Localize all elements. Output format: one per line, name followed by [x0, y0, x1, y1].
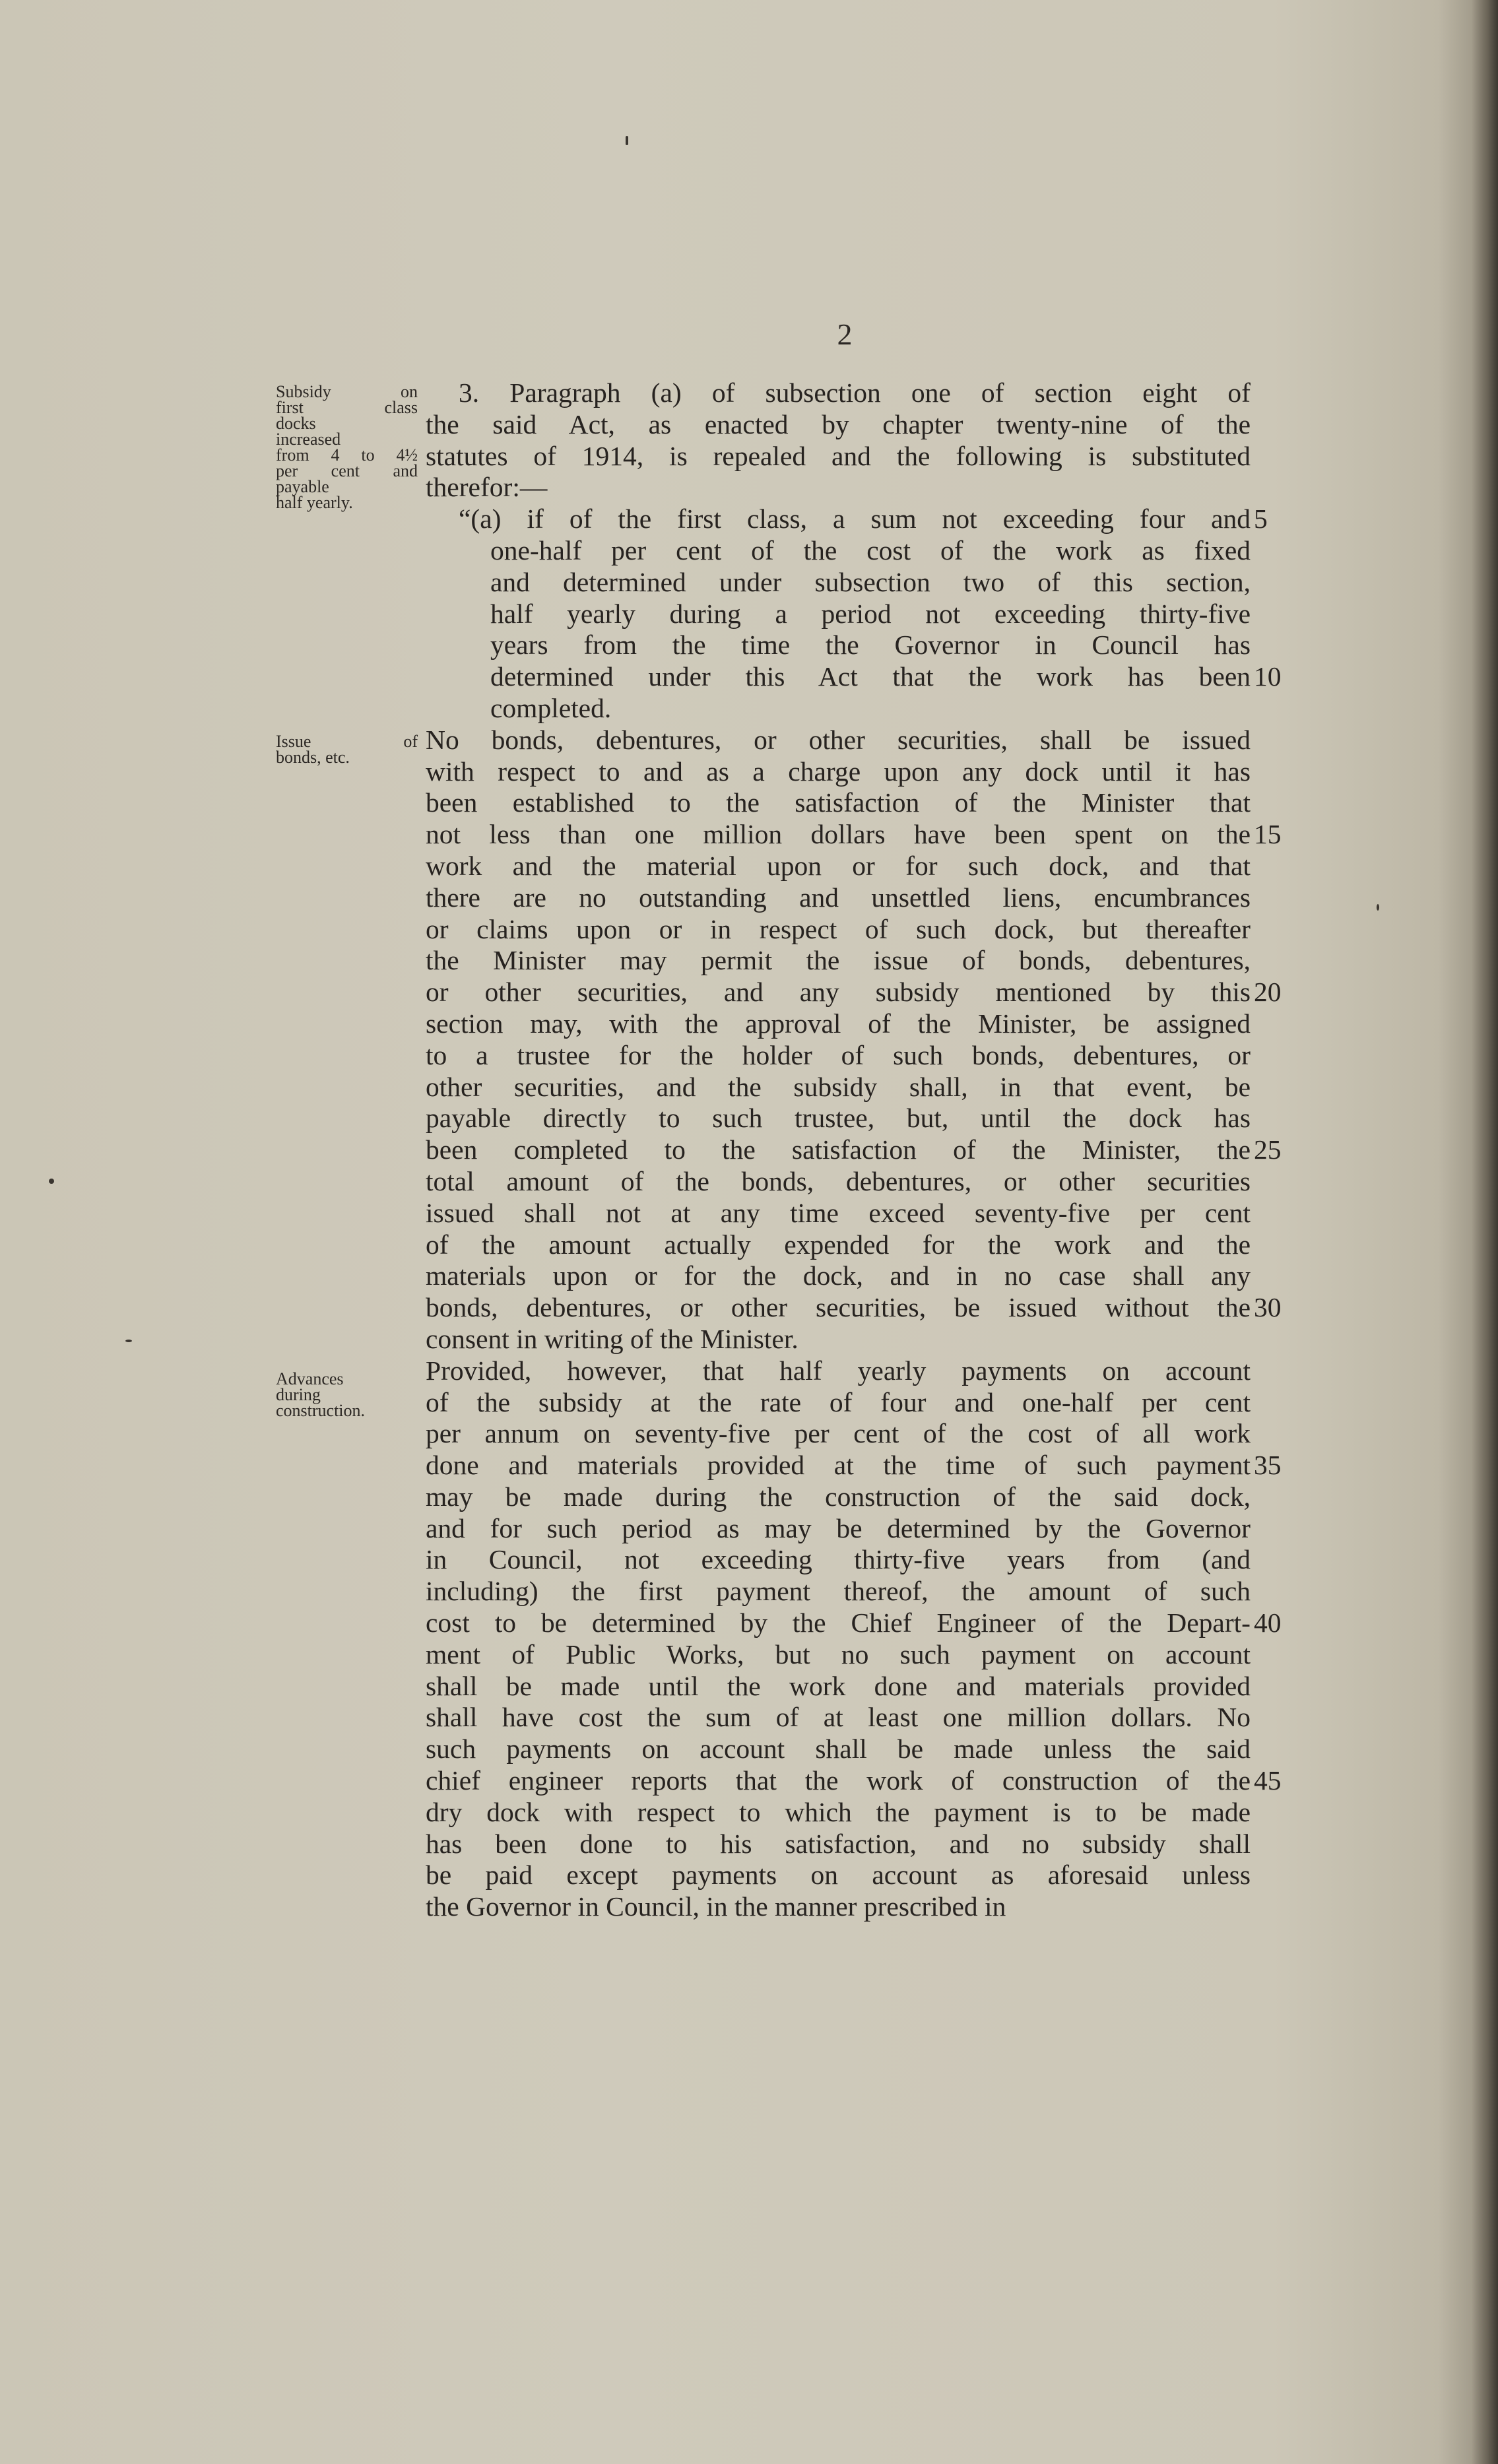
body-line: there are no outstanding and unsettled liens, encumbrances	[426, 882, 1251, 913]
body-line: section may, with the approval of the Minister, be assigned	[426, 1008, 1251, 1039]
body-line: work and the material upon or for such dock, and that	[426, 850, 1251, 881]
paper-mark	[1377, 904, 1379, 911]
paper-mark	[125, 1340, 132, 1342]
body-line: total amount of the bonds, debentures, or other securities	[426, 1165, 1251, 1196]
body-line: shall be made until the work done and materials provided	[426, 1670, 1251, 1701]
line-number: 45	[1254, 1765, 1282, 1796]
margin-note-line: construction.	[276, 1401, 366, 1420]
body-line: bonds, debentures, or other securities, be issued without the	[426, 1292, 1251, 1323]
body-line: such payments on account shall be made unless the said	[426, 1734, 1251, 1765]
margin-note-subsidy	[276, 384, 418, 511]
body-line: dry dock with respect to which the payment is to be made	[426, 1796, 1251, 1827]
body-line: the said Act, as enacted by chapter twenty-nine of the	[426, 408, 1251, 439]
body-line: done and materials provided at the time of such payment	[426, 1450, 1251, 1481]
body-line: in Council, not exceeding thirty-five years from (and	[426, 1544, 1251, 1575]
line-number: 10	[1254, 661, 1282, 692]
body-line: consent in writing of the Minister.	[426, 1323, 798, 1354]
margin-note-line: payable	[276, 477, 329, 496]
line-number: 15	[1254, 819, 1282, 850]
body-line: issued shall not at any time exceed seventy-five per cent	[426, 1197, 1251, 1228]
body-line: ment of Public Works, but no such payment on account	[426, 1638, 1251, 1670]
page-number: 2	[837, 317, 853, 351]
body-line: years from the time the Governor in Council has	[490, 630, 1251, 661]
body-line: to a trustee for the holder of such bonds, debentures, or	[426, 1039, 1251, 1070]
body-line: shall have cost the sum of at least one million dollars. No	[426, 1702, 1251, 1733]
body-line: half yearly during a period not exceeding thirty-five	[490, 598, 1251, 629]
body-line: not less than one million dollars have been spent on the	[426, 819, 1251, 850]
body-line: been completed to the satisfaction of the Minister, the	[426, 1134, 1251, 1165]
line-number: 25	[1254, 1134, 1282, 1165]
line-number: 30	[1254, 1292, 1282, 1323]
margin-note-line: per cent and	[276, 461, 418, 480]
body-line: completed.	[490, 692, 612, 723]
paper-mark	[49, 1179, 54, 1184]
body-text	[426, 377, 1251, 1923]
body-line: one-half per cent of the cost of the work as fixed	[490, 535, 1251, 566]
margin-note-line: Advances	[276, 1369, 344, 1388]
body-line: chief engineer reports that the work of construction of the	[426, 1765, 1251, 1796]
line-number: 40	[1254, 1607, 1282, 1638]
body-line: materials upon or for the dock, and in no case shall any	[426, 1260, 1251, 1291]
line-number: 20	[1254, 977, 1282, 1008]
line-number: 35	[1254, 1450, 1282, 1481]
body-line: determined under this Act that the work has been	[490, 661, 1251, 692]
body-line: or other securities, and any subsidy mentioned by this	[426, 977, 1251, 1008]
body-line: Provided, however, that half yearly payments on account	[426, 1355, 1251, 1386]
margin-note-line: increased	[276, 430, 341, 449]
margin-note-line: from 4 to 4½	[276, 445, 418, 465]
paper-mark	[626, 136, 628, 145]
body-line: and for such period as may be determined by the Governor	[426, 1512, 1251, 1543]
margin-note-advances	[276, 1371, 418, 1419]
book-spine-shadow	[1472, 0, 1498, 2464]
margin-note-line: Issue of	[276, 732, 418, 751]
body-line: including) the first payment thereof, the amount of such	[426, 1576, 1251, 1607]
body-line: statutes of 1914, is repealed and the following is substituted	[426, 440, 1251, 471]
body-line: with respect to and as a charge upon any dock until it has	[426, 756, 1251, 787]
margin-note-line: bonds, etc.	[276, 748, 350, 767]
margin-note-issue-of-bonds	[276, 734, 418, 765]
body-line: be paid except payments on account as aforesaid unless	[426, 1860, 1251, 1891]
body-line: other securities, and the subsidy shall, in that event, be	[426, 1071, 1251, 1102]
body-line: and determined under subsection two of this section,	[490, 566, 1251, 597]
line-number: 5	[1254, 503, 1268, 535]
body-line: may be made during the construction of the said dock,	[426, 1481, 1251, 1512]
body-line: per annum on seventy-five per cent of the cost of all work	[426, 1418, 1251, 1449]
body-line: of the amount actually expended for the work and the	[426, 1229, 1251, 1260]
margin-note-line: during	[276, 1385, 321, 1404]
margin-note-line: first class	[276, 398, 418, 417]
body-line: therefor:—	[426, 472, 548, 503]
body-line: been established to the satisfaction of the Minister that	[426, 787, 1251, 818]
body-line: “(a) if of the first class, a sum not exceeding four and	[459, 503, 1251, 535]
margin-note-line: half yearly.	[276, 493, 353, 512]
body-line: has been done to his satisfaction, and no subsidy shall	[426, 1828, 1251, 1859]
body-line: or claims upon or in respect of such dock, but thereafter	[426, 913, 1251, 944]
body-line: cost to be determined by the Chief Engineer of the Depart-	[426, 1607, 1251, 1638]
body-line: payable directly to such trustee, but, until the dock has	[426, 1103, 1251, 1134]
body-line: the Minister may permit the issue of bonds, debentures,	[426, 945, 1251, 976]
margin-note-line: docks	[276, 414, 316, 433]
body-line: the Governor in Council, in the manner prescribed in	[426, 1891, 1006, 1922]
margin-note-line: Subsidy on	[276, 382, 418, 401]
body-line: No bonds, debentures, or other securities, shall be issued	[426, 724, 1251, 755]
body-line: of the subsidy at the rate of four and one-half per cent	[426, 1386, 1251, 1417]
body-line: 3. Paragraph (a) of subsection one of section eight of	[459, 377, 1251, 408]
